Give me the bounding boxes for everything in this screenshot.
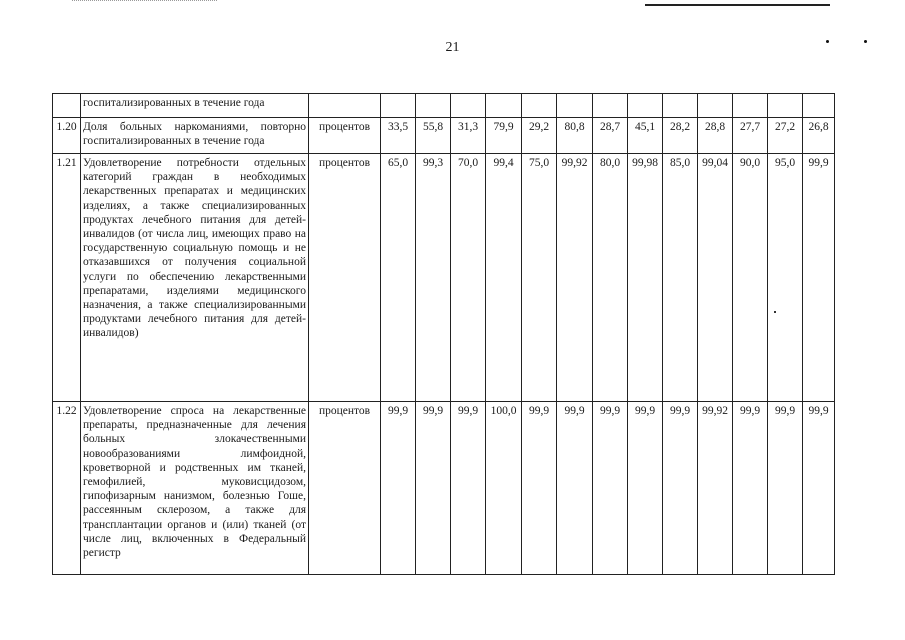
value-cell: 99,9 [522, 402, 557, 575]
value-cell: 99,98 [628, 154, 663, 402]
row-number [53, 94, 81, 118]
value-cell: 90,0 [733, 154, 768, 402]
value-cell: 27,2 [768, 118, 803, 154]
scan-speck [774, 311, 776, 313]
scan-artifact-left [72, 0, 217, 4]
scan-top-edge-marks [0, 0, 905, 8]
value-cell [628, 94, 663, 118]
row-number: 1.22 [53, 402, 81, 575]
value-cell [486, 94, 522, 118]
page-number: 21 [445, 40, 460, 55]
value-cell: 99,9 [381, 402, 416, 575]
value-cell: 99,9 [557, 402, 593, 575]
value-cell [557, 94, 593, 118]
value-cell: 55,8 [416, 118, 451, 154]
indicator-table [52, 93, 835, 575]
value-cell: 100,0 [486, 402, 522, 575]
unit-cell: процентов [309, 154, 381, 402]
row-number: 1.21 [53, 154, 81, 402]
value-cell: 33,5 [381, 118, 416, 154]
value-cell: 99,9 [451, 402, 486, 575]
value-cell [522, 94, 557, 118]
value-cell [381, 94, 416, 118]
value-cell: 85,0 [663, 154, 698, 402]
table-row [53, 154, 835, 402]
value-cell: 65,0 [381, 154, 416, 402]
value-cell: 70,0 [451, 154, 486, 402]
value-cell: 99,92 [698, 402, 733, 575]
value-cell: 95,0 [768, 154, 803, 402]
value-cell: 99,4 [486, 154, 522, 402]
value-cell: 31,3 [451, 118, 486, 154]
value-cell [416, 94, 451, 118]
value-cell [451, 94, 486, 118]
value-cell: 99,9 [768, 402, 803, 575]
value-cell: 28,2 [663, 118, 698, 154]
indicator-description: госпитализированных в течение года [81, 94, 309, 118]
indicator-description: Доля больных наркоманиями, повторно госпитализированных в течение года [81, 118, 309, 154]
scan-artifact-right [645, 0, 830, 6]
value-cell: 79,9 [486, 118, 522, 154]
unit-cell [309, 94, 381, 118]
unit-cell: процентов [309, 118, 381, 154]
value-cell: 29,2 [522, 118, 557, 154]
value-cell [768, 94, 803, 118]
value-cell: 45,1 [628, 118, 663, 154]
value-cell [803, 94, 835, 118]
value-cell: 75,0 [522, 154, 557, 402]
value-cell: 99,04 [698, 154, 733, 402]
indicator-description: Удовлетворение спроса на лекарственные препараты, предназначенные для лечения больных злокачественными новообразованиями лимфоидной, кроветворной и родственных им тканей, гемофилией, муковисцидозом, гипофизарным нанизмом, болезнью Гоше, рассеянным склерозом, а также для трансплантации органов и (или) тканей (от числе лиц, включенных в Федеральный регистр [81, 402, 309, 575]
value-cell: 99,9 [593, 402, 628, 575]
value-cell: 99,9 [733, 402, 768, 575]
value-cell: 99,9 [416, 402, 451, 575]
value-cell: 99,9 [663, 402, 698, 575]
value-cell [733, 94, 768, 118]
value-cell: 28,8 [698, 118, 733, 154]
value-cell: 27,7 [733, 118, 768, 154]
value-cell [593, 94, 628, 118]
value-cell: 99,92 [557, 154, 593, 402]
value-cell: 99,9 [803, 402, 835, 575]
value-cell: 99,9 [803, 154, 835, 402]
indicator-description: Удовлетворение потребности отдельных категорий граждан в необходимых лекарственных препаратах и медицинских изделиях, а также специализированных продуктах лечебного питания для детей-инвалидов (от числа лиц, имеющих право на государственную социальную помощь и не отказавшихся от получения социальной услуги по обеспечению лекарственными препаратами, изделиями медицинского назначения, а также специализированными продуктами лечебного питания для детей-инвалидов) [81, 154, 309, 402]
value-cell: 28,7 [593, 118, 628, 154]
table-row [53, 94, 835, 118]
unit-cell: процентов [309, 402, 381, 575]
value-cell: 80,0 [593, 154, 628, 402]
value-cell: 99,9 [628, 402, 663, 575]
table-row [53, 402, 835, 575]
table-row [53, 118, 835, 154]
value-cell: 99,3 [416, 154, 451, 402]
value-cell [663, 94, 698, 118]
value-cell: 80,8 [557, 118, 593, 154]
value-cell: 26,8 [803, 118, 835, 154]
value-cell [698, 94, 733, 118]
row-number: 1.20 [53, 118, 81, 154]
